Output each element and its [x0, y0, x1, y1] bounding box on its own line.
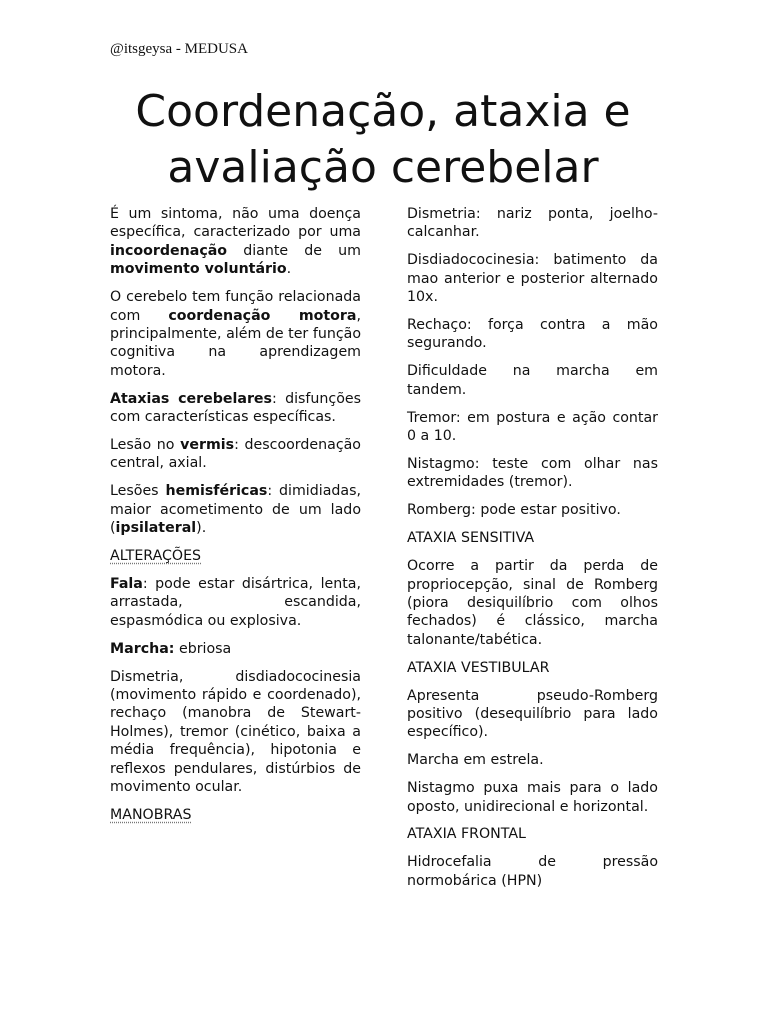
- text-run: : descoordenação central, axial.: [110, 436, 361, 472]
- section-heading-manobras: [110, 806, 361, 824]
- paragraph: [110, 640, 361, 658]
- paragraph: [110, 288, 361, 380]
- text-run: , principalmente, além de ter função cognitiva na aprendizagem motora.: [110, 307, 362, 379]
- paragraph: Nistagmo: teste com olhar nas extremidades (tremor).: [407, 455, 658, 491]
- text-run: Lesão no: [110, 436, 181, 453]
- left-column: [110, 205, 361, 834]
- right-column: [407, 205, 658, 900]
- bold-term: movimento voluntário: [110, 261, 287, 278]
- paragraph: Disdiadococinesia: batimento da mao anterior e posterior alternado 10x.: [407, 252, 658, 306]
- bold-term: incoordenação: [110, 242, 228, 259]
- paragraph: Dismetria, disdiadococinesia (movimento rápido e coordenado), rechaço (manobra de Stewart-Holmes), tremor (cinético, baixa a média frequência), hipotonia e reflexos pendulares, distúrbios de movimento ocular.: [110, 668, 361, 795]
- paragraph: Rechaço: força contra a mão segurando.: [407, 317, 658, 352]
- paragraph: Hidrocefalia de pressão normobárica (HPN): [407, 854, 658, 889]
- paragraph: Ocorre a partir da perda de propriocepção, sinal de Romberg (piora desiquilíbrio com olhos fechados) é clássico, marcha talonante/tabética.: [407, 558, 658, 648]
- paragraph: [110, 205, 361, 279]
- section-heading-ataxia-frontal: ATAXIA FRONTAL: [407, 826, 526, 843]
- paragraph: [110, 390, 361, 427]
- paragraph: Nistagmo puxa mais para o lado oposto, unidirecional e horizontal.: [407, 780, 658, 815]
- paragraph: Apresenta pseudo-Romberg positivo (desequilíbrio para lado específico).: [407, 687, 658, 741]
- section-heading-text: MANOBRAS: [110, 806, 192, 823]
- paragraph: Tremor: em postura e ação contar 0 a 10.: [407, 409, 658, 445]
- paragraph: Marcha em estrela.: [407, 752, 544, 769]
- bold-term: Ataxias cerebelares: [110, 390, 273, 407]
- paragraph: [110, 575, 361, 630]
- section-heading-text: ALTERAÇÕES: [110, 548, 202, 564]
- section-heading-ataxia-sensitiva: ATAXIA SENSITIVA: [407, 530, 535, 547]
- paragraph: Dificuldade na marcha em tandem.: [407, 363, 658, 398]
- text-run: ).: [196, 520, 207, 537]
- bold-term: Marcha:: [110, 640, 175, 657]
- text-run: É um sintoma, não uma doença específica, caracterizado por uma: [110, 206, 361, 241]
- paragraph: Romberg: pode estar positivo.: [407, 502, 621, 519]
- paragraph: Dismetria: nariz ponta, joelho-calcanhar.: [407, 206, 658, 241]
- title-line-2: avaliação cerebelar: [167, 142, 599, 193]
- text-run: : pode estar disártrica, lenta, arrastada, escandida, espasmódica ou explosiva.: [110, 575, 361, 629]
- bold-term: Fala: [110, 575, 143, 592]
- section-heading-alteracoes: [110, 547, 361, 565]
- text-run: .: [286, 261, 292, 278]
- text-run: O cerebelo tem função relacionada com: [110, 289, 361, 324]
- text-run: diante de um: [227, 242, 361, 259]
- text-run: ebriosa: [174, 640, 232, 657]
- paragraph: [110, 482, 361, 537]
- page-title: [100, 84, 666, 196]
- bold-term: vermis: [180, 436, 235, 453]
- title-line-1: Coordenação, ataxia e: [135, 86, 631, 137]
- bold-term: hemisféricas: [165, 483, 268, 500]
- bold-term: ipsilateral: [115, 520, 197, 537]
- bold-term: coordenação motora: [168, 307, 357, 324]
- paragraph: [110, 436, 361, 473]
- text-run: Lesões: [110, 483, 166, 500]
- page-header: @itsgeysa - MEDUSA: [110, 41, 248, 57]
- section-heading-ataxia-vestibular: ATAXIA VESTIBULAR: [407, 659, 550, 676]
- text-run: : disfunções com características específicas.: [110, 390, 361, 426]
- text-run: : dimidiadas, maior acometimento de um lado (: [110, 483, 361, 537]
